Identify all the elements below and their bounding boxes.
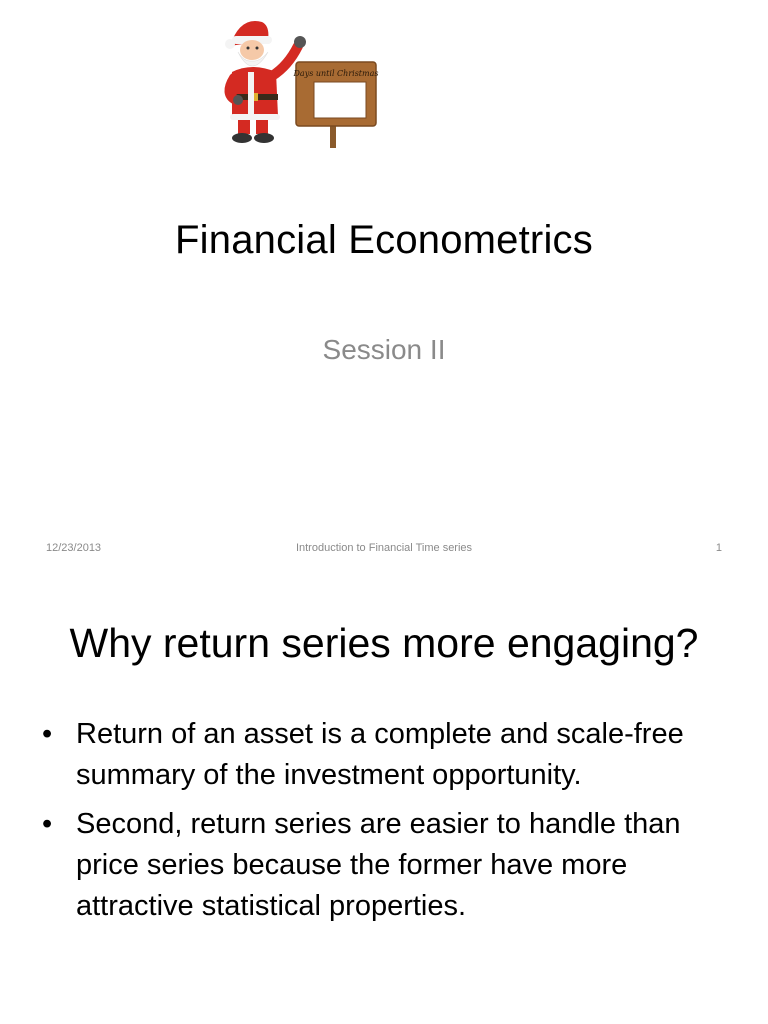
slide-subtitle: Session II (322, 334, 446, 365)
bullet-item (40, 804, 740, 927)
bullet-text: Return of an asset is a complete and scale-free summary of the investment opportunity. (76, 718, 684, 791)
svg-text:Days until Christmas: Days until Christmas (293, 69, 379, 78)
slide-title: Why return series more engaging? (69, 620, 699, 666)
bullet-list (40, 714, 740, 935)
bullet-icon: • (42, 718, 53, 750)
slide-2 (0, 576, 768, 1024)
wooden-sign-icon (293, 62, 379, 148)
footer-title: Introduction to Financial Time series (295, 542, 473, 554)
bullet-icon: • (42, 808, 53, 840)
footer-date: 12/23/2013 (46, 542, 102, 554)
bullet-text: Second, return series are easier to handle than price series because the former have more attractive statistical properties. (76, 808, 681, 922)
footer-page-number: 1 (715, 542, 722, 554)
santa-icon (225, 21, 306, 143)
santa-sign-clipart (210, 14, 380, 154)
bullet-item (40, 714, 740, 796)
slide-title: Financial Econometrics (175, 218, 593, 262)
